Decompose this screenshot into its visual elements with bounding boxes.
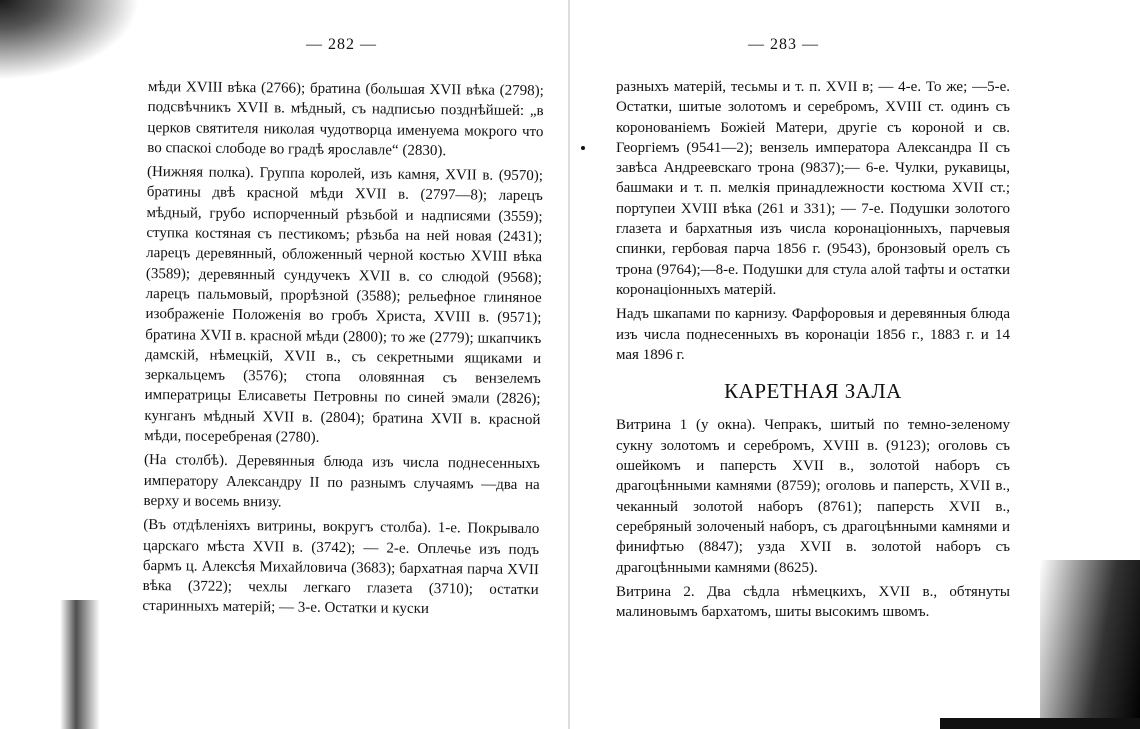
paragraph: (Нижняя полка). Группа королей, изъ камня, XVII в. (9570); братины двѣ красной мѣди XVII в. (2797—8); ларецъ мѣдный, грубо испорченный рѣзьбой и надписями (3559); ступка костяная съ пестикомъ; рѣзьба на ней новая (2431); ларецъ деревянный, обложенный черной костью XVIII вѣка (3589); деревянный сундучекъ XVII в. со слюдой (9568); ларецъ пальмовый, прорѣзной (3588); рельефное глиняное изображеніе Положенія во гробъ Христа, XVIII в. (9571); братина XVII в. красной мѣди (2800); то же (2779); шкапчикъ дамскій, нѣмецкій, XVII в., съ секретными ящиками и зеркальцемъ (3576); стопа оловянная съ вензелемъ императрицы Елисаветы Петровны по синей эмали (2826); кунганъ мѣдный XVII в. (2804); братина XVII в. красной мѣди, посеребреная (2780). <box>144 164 544 446</box>
paragraph: Витрина 1 (у окна). Чепракъ, шитый по темно-зеленому сукну золотомъ и серебромъ, XVIII в. (9123); оголовь съ ошейкомъ и паперсть XVII в., золотой наборъ съ драгоцѣнными камнями (8759); оголовь и паперсть, XVII в., чеканный золотой наборъ (8761); паперсть XVII в., серебряный золоченый наборъ, съ драгоцѣнными камнями и финифтью (8847); узда XVII в. золотой наборъ съ драгоцѣнными камнями (8625). <box>616 417 1010 576</box>
paragraph: мѣди XVIII вѣка (2766); братина (большая XVII вѣка (2798); подсвѣчникъ XVII в. мѣдный, съ надписью позднѣйшей: „в церков святителя николая чудотворца именуема мокрого что во спаскоі слободе во градѣ ярославле“ (2830). <box>147 78 544 160</box>
paragraph: разныхъ матерій, тесьмы и т. п. XVII в; — 4-е. То же; —5-е. Остатки, шитые золотомъ и серебромъ, XVIII ст. одинъ съ коронованіемъ Божіей Матери, другіе съ короной и св. Георгіемъ (9541—2); вензель императора Александра II съ завѣса Андреевскаго трона (9837);— 6-е. Чулки, рукавицы, башмаки и т. п. мелкія принадлежности костюма XVII ст.; портупеи XVIII вѣка (261 и 331); — 7-е. Подушки золотого глазета и бархатныя изъ числа коронаціонныхъ, парчевыя спинки, гербовая парча 1856 г. (9543), бронзовый орелъ съ трона (9764);—8-е. Подушки для стула алой тафты и остатки коронаціонныхъ матерій. <box>616 79 1010 298</box>
paragraph: Витрина 2. Два сѣдла нѣмецкихъ, XVII в., обтянуты малиновымъ бархатомъ, шиты высокимъ швомъ. <box>616 583 1010 621</box>
paragraph: (Въ отдѣленіяхъ витрины, вокругъ столба). 1-е. Покрывало царскаго мѣста XVII в. (3742); — 2-е. Оплечье изъ подъ бармъ ц. Алексѣя Михайловича (3683); бархатная парча XVII вѣка (3722); чехлы легкаго глазета (3710); остатки старинныхъ матерій; — 3-е. Остатки и куски <box>142 517 540 618</box>
text-column <box>142 77 544 625</box>
paragraph: (На столбѣ). Деревянныя блюда изъ числа поднесенныхъ императору Александру II по разнымъ случаямъ —два на верху и восемь внизу. <box>143 452 541 511</box>
right-page <box>570 0 1140 729</box>
text-column <box>616 77 1010 626</box>
section-title: КАРЕТНАЯ ЗАЛА <box>724 379 902 404</box>
page-number: — 283 — <box>748 36 819 53</box>
paragraph: Надъ шкапами по карнизу. Фарфоровыя и деревянныя блюда изъ числа поднесенныхъ въ коронаціи 1856 г., 1883 г. и 14 мая 1896 г. <box>616 306 1010 363</box>
page-number: — 282 — <box>306 36 377 53</box>
